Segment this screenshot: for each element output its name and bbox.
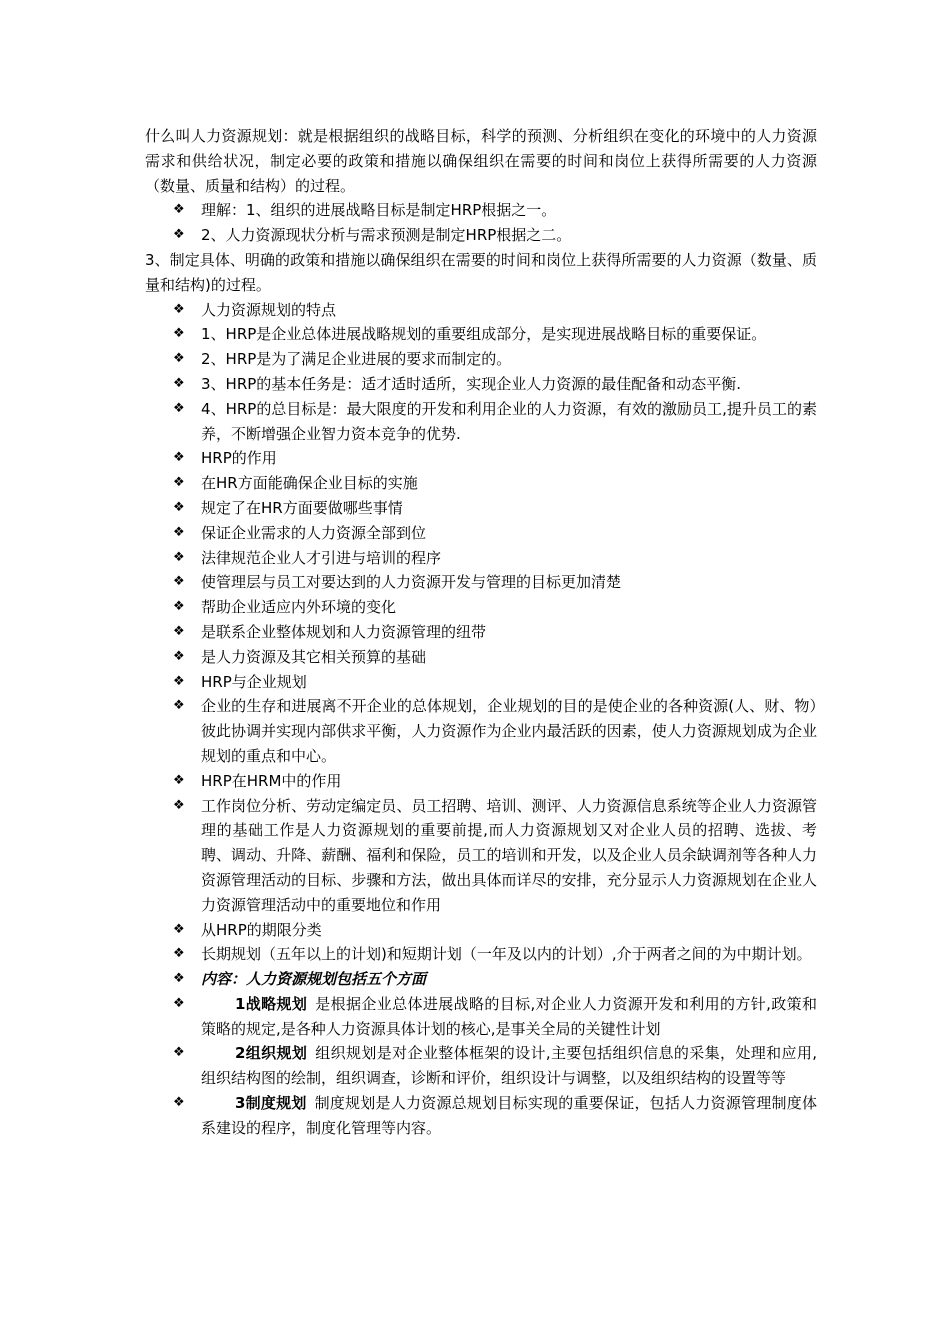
list-item [145,670,817,695]
diamond-bullet-icon: ❖ [173,549,185,565]
list-item [145,794,817,918]
diamond-bullet-icon: ❖ [173,227,185,243]
list-item-text: 保证企业需求的人力资源全部到位 [201,523,427,542]
document-page [145,124,817,1141]
list-item [145,595,817,620]
list-item-text: 帮助企业适应内外环境的变化 [201,598,397,617]
diamond-bullet-icon: ❖ [173,1095,185,1111]
list-item [145,223,817,248]
list-item-text: 人力资源规划的特点 [201,300,337,319]
list-item [145,546,817,571]
list-item-text: HRP在HRM中的作用 [201,771,342,790]
plan-label: 3制度规划 [235,1094,307,1113]
diamond-bullet-icon: ❖ [173,574,185,590]
list-item [145,397,817,447]
diamond-bullet-icon: ❖ [173,202,185,218]
list-item [145,942,817,967]
characteristics-list [145,298,817,1141]
list-item-text: HRP与企业规划 [201,672,307,691]
plan-text: 制度规划是人力资源总规划目标实现的重要保证，包括人力资源管理制度体系建设的程序，制度化管理等内容。 [201,1094,817,1137]
list-item-text: 在HR方面能确保企业目标的实施 [201,474,418,493]
list-item [145,198,817,223]
list-item [145,645,817,670]
diamond-bullet-icon: ❖ [173,1045,185,1061]
list-item-text: HRP的作用 [201,449,277,468]
list-item [145,694,817,768]
list-item [145,322,817,347]
list-item [145,446,817,471]
diamond-bullet-icon: ❖ [173,772,185,788]
diamond-bullet-icon: ❖ [173,946,185,962]
list-item-text: 企业的生存和进展离不开企业的总体规划，企业规划的目的是使企业的各种资源(人、财、物）彼此协调并实现内部供求平衡，人力资源作为企业内最活跃的因素，使人力资源规划成为企业规划的重点和中心。 [201,697,817,765]
plan-label: 1战略规划 [235,994,308,1013]
diamond-bullet-icon: ❖ [173,797,185,813]
point-three-paragraph: 3、制定具体、明确的政策和措施以确保组织在需要的时间和岗位上获得所需要的人力资源（数量、质量和结构)的过程。 [145,250,817,294]
content-heading-item [145,967,817,992]
diamond-bullet-icon: ❖ [173,524,185,540]
plan-label: 2组织规划 [235,1044,308,1063]
understanding-list [145,198,817,248]
list-item-text: 1、HRP是企业总体进展战略规划的重要组成部分，是实现进展战略目标的重要保证。 [201,325,767,344]
plan-item [145,1041,817,1091]
list-item [145,918,817,943]
diamond-bullet-icon: ❖ [173,673,185,689]
diamond-bullet-icon: ❖ [173,921,185,937]
diamond-bullet-icon: ❖ [173,623,185,639]
list-item-text: 规定了在HR方面要做哪些事情 [201,498,403,517]
diamond-bullet-icon: ❖ [173,375,185,391]
list-item [145,471,817,496]
list-item-text: 法律规范企业人才引进与培训的程序 [201,548,442,567]
list-item-text: 从HRP的期限分类 [201,920,322,939]
diamond-bullet-icon: ❖ [173,499,185,515]
diamond-bullet-icon: ❖ [173,995,185,1011]
list-item-text: 2、人力资源现状分析与需求预测是制定HRP根据之二。 [201,226,572,245]
diamond-bullet-icon: ❖ [173,326,185,342]
diamond-bullet-icon: ❖ [173,450,185,466]
list-item-text: 是联系企业整体规划和人力资源管理的纽带 [201,622,487,641]
diamond-bullet-icon: ❖ [173,971,185,987]
plan-text: 是根据企业总体进展战略的目标,对企业人力资源开发和利用的方针,政策和策略的规定,是各种人力资源具体计划的核心,是事关全局的关键性计划 [201,994,818,1038]
list-item-text: 是人力资源及其它相关预算的基础 [201,647,427,666]
diamond-bullet-icon: ❖ [173,698,185,714]
list-item-text: 4、HRP的总目标是：最大限度的开发和利用企业的人力资源，有效的激励员工,提升员工的素养，不断增强企业智力资本竞争的优势. [201,399,817,443]
diamond-bullet-icon: ❖ [173,351,185,367]
list-item-text: 理解：1、组织的进展战略目标是制定HRP根据之一。 [201,201,557,220]
list-item [145,496,817,521]
diamond-bullet-icon: ❖ [173,475,185,491]
list-item [145,620,817,645]
diamond-bullet-icon: ❖ [173,599,185,615]
list-item [145,372,817,397]
list-item-text: 使管理层与员工对要达到的人力资源开发与管理的目标更加清楚 [201,573,622,592]
list-item-text: 2、HRP是为了满足企业进展的要求而制定的。 [201,350,512,369]
plan-item [145,1091,817,1141]
list-item [145,521,817,546]
diamond-bullet-icon: ❖ [173,648,185,664]
list-item [145,298,817,323]
list-item [145,769,817,794]
content-heading: 内容：人力资源规划包括五个方面 [201,970,427,989]
list-item-text: 工作岗位分析、劳动定编定员、员工招聘、培训、测评、人力资源信息系统等企业人力资源管理的基础工作是人力资源规划的重要前提,而人力资源规划又对企业人员的招聘、选拔、考聘、调动、升降、薪酬、福利和保险，员工的培训和开发，以及企业人员余缺调剂等各种人力资源管理活动的目标、步骤和方法，做出具体而详尽的安排，充分显示人力资源规划在企业人力资源管理活动中的重要地位和作用 [201,796,817,914]
intro-paragraph: 什么叫人力资源规划：就是根据组织的战略目标，科学的预测、分析组织在变化的环境中的人力资源需求和供给状况，制定必要的政策和措施以确保组织在需要的时间和岗位上获得所需要的人力资源（数量、质量和结构）的过程。 [145,127,817,195]
plan-text: 组织规划是对企业整体框架的设计,主要包括组织信息的采集，处理和应用,组织结构图的绘制，组织调查，诊断和评价，组织设计与调整，以及组织结构的设置等等 [201,1044,818,1088]
list-item-text: 长期规划（五年以上的计划)和短期计划（一年及以内的计划）,介于两者之间的为中期计划。 [201,945,812,964]
diamond-bullet-icon: ❖ [173,400,185,416]
list-item [145,570,817,595]
list-item [145,347,817,372]
diamond-bullet-icon: ❖ [173,301,185,317]
list-item-text: 3、HRP的基本任务是：适才适时适所，实现企业人力资源的最佳配备和动态平衡. [201,374,742,393]
plan-item [145,992,817,1042]
